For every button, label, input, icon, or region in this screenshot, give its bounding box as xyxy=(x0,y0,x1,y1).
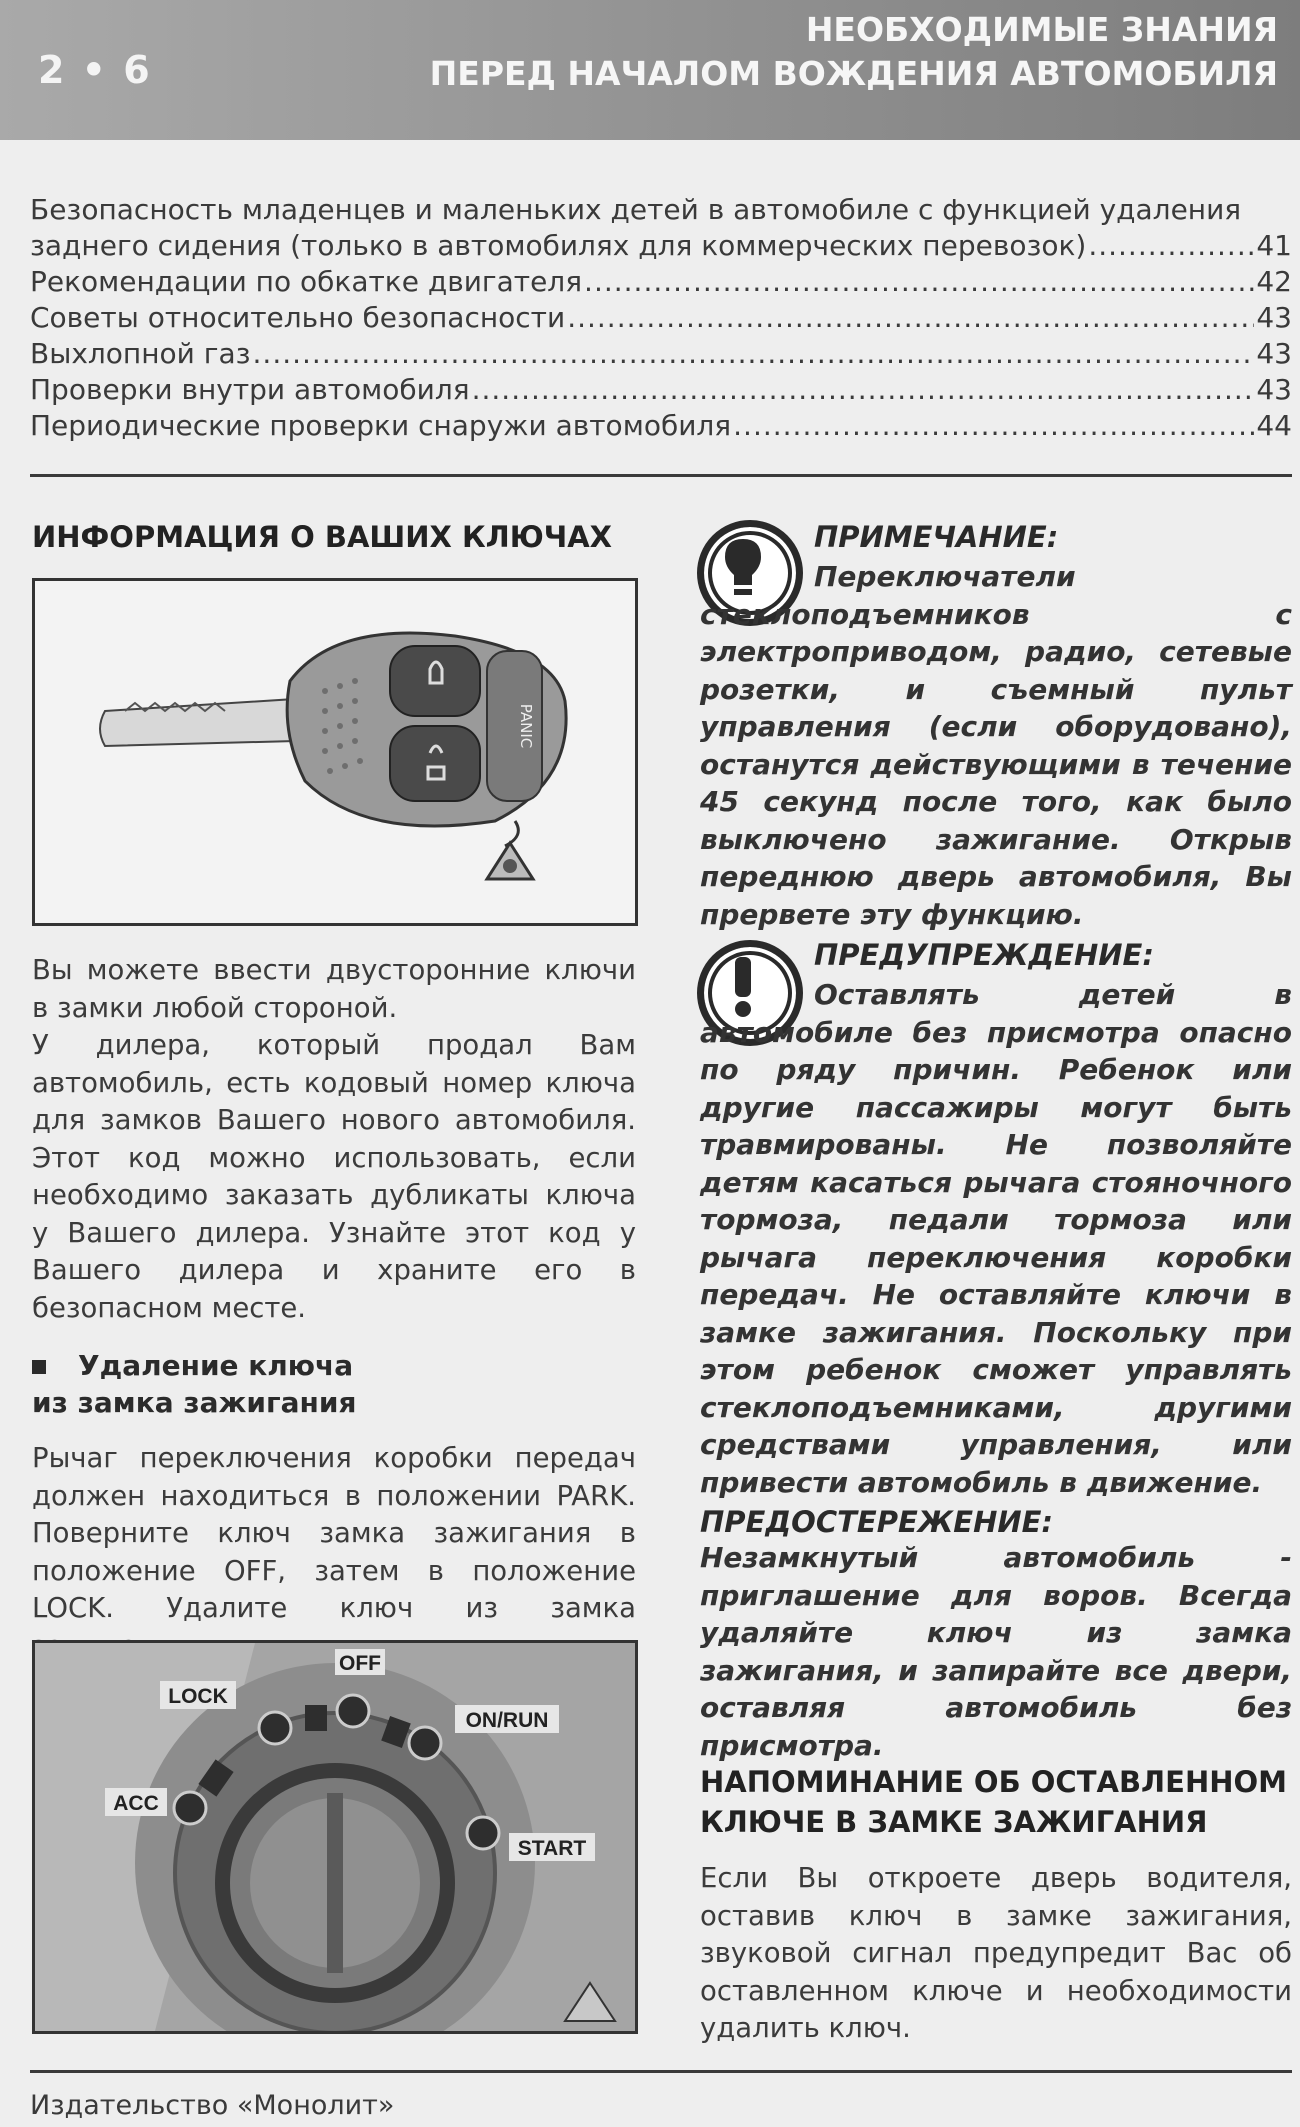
reminder-heading-line2: КЛЮЧЕ В ЗАМКЕ ЗАЖИГАНИЯ xyxy=(700,1805,1208,1839)
toc-entry: Выхлопной газ ..... 43 xyxy=(30,336,1292,372)
chapter-title-line2: ПЕРЕД НАЧАЛОМ ВОЖДЕНИЯ АВТОМОБИЛЯ xyxy=(429,54,1278,93)
removal-body xyxy=(32,1440,636,1665)
ignition-figure xyxy=(32,1640,638,2034)
caution-text: Незамкнутый автомобиль - приглашение для воров. Всегда удаляйте ключ из замка зажигания, и запирайте все двери, оставляя автомобиль без присмотра. xyxy=(700,1541,1292,1762)
square-bullet-icon xyxy=(32,1360,46,1374)
removal-heading-line1: Удаление ключа xyxy=(78,1349,354,1382)
ignition-label-acc: ACC xyxy=(113,1792,159,1815)
warning-heading-wrap xyxy=(814,938,1294,972)
ignition-label-off: OFF xyxy=(339,1652,381,1675)
note-text: Переключатели стеклоподъемников с электроприводом, радио, сетевые розетки, и съемный пульт управления (если оборудовано), останутся действующими в течение 45 секунд после того, как было выключено зажигание. Открыв переднюю дверь автомобиля, Вы прервете эту функцию. xyxy=(700,560,1292,931)
keys-heading: ИНФОРМАЦИЯ О ВАШИХ КЛЮЧАХ xyxy=(32,520,613,554)
divider-top xyxy=(30,474,1292,477)
toc-first-line: Безопасность младенцев и маленьких детей в автомобиле с функцией удаления xyxy=(30,193,1242,226)
ignition-label-on-run: ON/RUN xyxy=(465,1709,549,1732)
divider-bottom xyxy=(30,2070,1292,2073)
left-column xyxy=(32,520,637,554)
page-header xyxy=(0,0,1300,140)
toc-entry: заднего сидения (только в автомобилях для коммерческих перевозок) ..... 41 xyxy=(30,228,1292,264)
key-fob-figure xyxy=(32,578,638,926)
keys-paragraph-2: У дилера, который продал Вам автомобиль, есть кодовый номер ключа для замков Вашего нового автомобиля. Этот код можно использовать, если необходимо заказать дубликаты ключа у Вашего дилера. Узнайте этот код у Вашего дилера и храните его в безопасном месте. xyxy=(32,1029,636,1324)
caution-heading: ПРЕДОСТЕРЕЖЕНИЕ: xyxy=(700,1505,1054,1539)
toc-entry: Советы относительно безопасности ..... 43 xyxy=(30,300,1292,336)
warning-heading: ПРЕДУПРЕЖДЕНИЕ: xyxy=(814,938,1154,972)
caution-block xyxy=(700,1505,1292,1764)
toc-entry: Рекомендации по обкатке двигателя ..... 42 xyxy=(30,264,1292,300)
reminder-heading xyxy=(700,1762,1292,1842)
chapter-title xyxy=(430,8,1278,96)
table-of-contents xyxy=(30,192,1292,444)
warning-text: Оставлять детей в автомобиле без присмотра опасно по ряду причин. Ребенок или другие пассажиры могут быть травмированы. Не позволяйте детям касаться рычага стояночного тормоза, педали тормоза или рычага переключения коробки передач. Не оставляйте ключи в замке зажигания. Поскольку при этом ребенок сможет управлять стеклоподъемниками, другими средствами управления, или привести автомобиль в движение. xyxy=(700,978,1292,1499)
ignition-label-start: START xyxy=(517,1837,587,1860)
unlock-button-icon xyxy=(390,726,480,801)
toc-entry: Проверки внутри автомобиля ..... 43 xyxy=(30,372,1292,408)
ignition-switch-illustration xyxy=(35,1643,635,2031)
note-heading-wrap xyxy=(814,520,1294,554)
key-fob-illustration xyxy=(35,581,635,923)
reminder-heading-line1: НАПОМИНАНИЕ ОБ ОСТАВЛЕННОМ xyxy=(700,1765,1287,1799)
publisher-footer: Издательство «Монолит» xyxy=(30,2090,395,2121)
keys-body xyxy=(32,952,636,1327)
reminder-text: Если Вы откроете дверь водителя, оставив ключ в замке зажигания, звуковой сигнал предупредит Вас об оставленном ключе и необходимости удалить ключ. xyxy=(700,1862,1292,2044)
lock-button-icon xyxy=(390,646,480,716)
page-number: 2 • 6 xyxy=(38,48,152,92)
toc-entry: Периодические проверки снаружи автомобиля ..... 44 xyxy=(30,408,1292,444)
removal-heading xyxy=(32,1347,636,1421)
reminder-block xyxy=(700,1762,1292,2048)
removal-paragraph: Рычаг переключения коробки передач должен находиться в положении PARK. Поверните ключ замка зажигания в положение OFF, затем в положение LOCK. Удалите ключ из замка xyxy=(32,1442,636,1624)
chapter-title-line1: НЕОБХОДИМЫЕ ЗНАНИЯ xyxy=(805,10,1278,49)
panic-label: PANIC xyxy=(517,703,535,749)
removal-heading-line2: из замка зажигания xyxy=(32,1386,357,1419)
keys-paragraph-1: Вы можете ввести двусторонние ключи в замки любой стороной. xyxy=(32,954,636,1024)
ignition-label-lock: LOCK xyxy=(168,1685,228,1708)
note-heading: ПРИМЕЧАНИЕ: xyxy=(814,520,1059,554)
